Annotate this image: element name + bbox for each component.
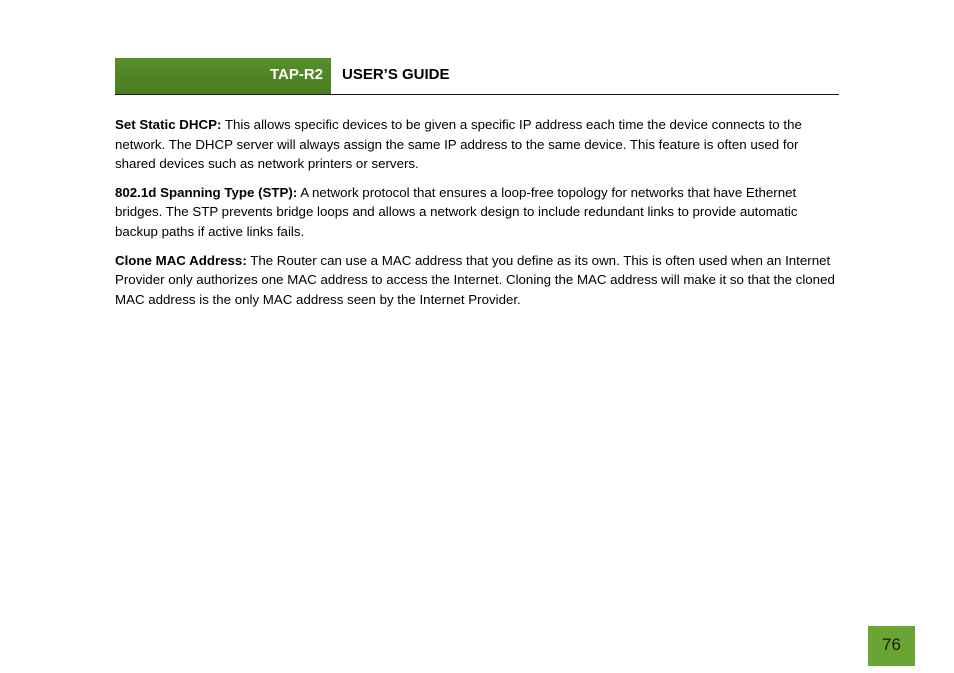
paragraph-clone-mac <box>115 251 837 310</box>
term-description: A network protocol that ensures a loop-free topology for networks that have Ethernet bridges. The STP prevents bridge loops and allows a network design to include redundant links to provide automatic backup paths if active links fails. <box>115 184 798 239</box>
term-label: Clone MAC Address: <box>115 252 247 268</box>
product-tab: TAP-R2 <box>115 58 331 94</box>
term-label: Set Static DHCP: <box>115 117 222 132</box>
main-content <box>115 115 837 318</box>
term-description: This allows specific devices to be given a specific IP address each time the device connects to the network. The DHCP server will always assign the same IP address to the same device. This feature is often used for shared devices such as network printers or servers. <box>115 117 802 172</box>
page-number-badge: 76 <box>868 626 915 666</box>
guide-title: USER’S GUIDE <box>342 66 450 83</box>
paragraph-stp <box>115 183 837 242</box>
page-header <box>115 58 839 95</box>
term-description: The Router can use a MAC address that you define as its own. This is often used when an Internet Provider only authorizes one MAC address to access the Internet. Cloning the MAC address will make it so that the cloned MAC address is the only MAC address seen by the Internet Provider. <box>115 252 835 307</box>
paragraph-static-dhcp <box>115 115 837 174</box>
term-label: 802.1d Spanning Type (STP): <box>115 184 298 200</box>
